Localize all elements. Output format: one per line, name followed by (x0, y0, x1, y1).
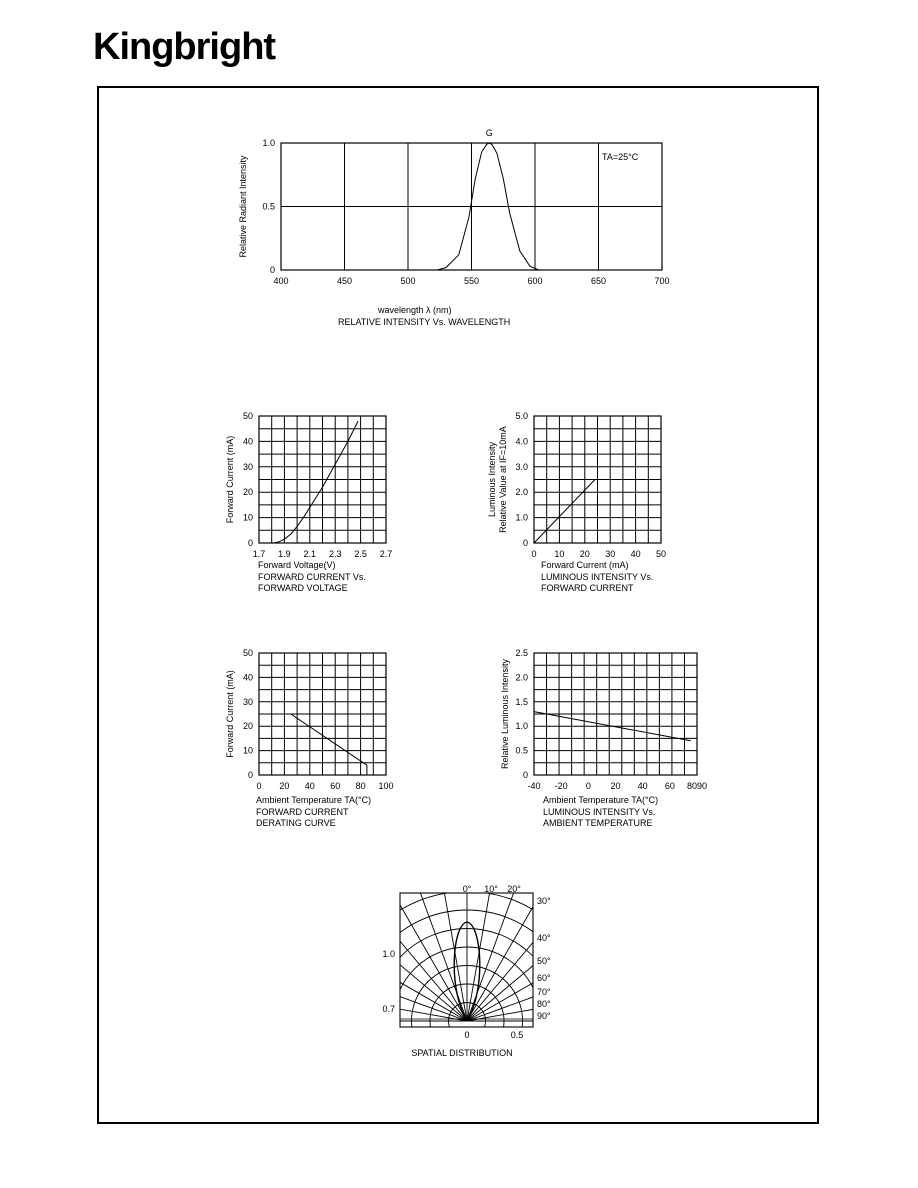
chart-caption: LUMINOUS INTENSITY Vs. (543, 807, 656, 817)
x-axis-label: Forward Voltage(V) (258, 560, 336, 570)
intensity-label: 1.0 (382, 949, 395, 959)
y-tick-label: 30 (242, 461, 253, 472)
x-tick-label: 40 (304, 781, 315, 791)
x-tick-label: 2.3 (328, 549, 342, 559)
x-axis-label: wavelength λ (nm) (378, 305, 452, 315)
y-tick-label: 20 (242, 721, 253, 732)
x-tick-label: 0 (585, 781, 591, 791)
x-tick-label: 40 (630, 549, 641, 559)
chart-caption: LUMINOUS INTENSITY Vs. (541, 572, 654, 582)
y-tick-label: 0 (247, 538, 253, 548)
series-line (259, 714, 367, 775)
x-tick-label: 20 (610, 781, 621, 791)
chart-caption: FORWARD CURRENT (256, 807, 349, 817)
chart-luminous-temperature (500, 648, 707, 828)
angle-label: 60° (537, 973, 551, 983)
y-tick-label: 40 (242, 672, 253, 683)
x-tick-label: 1.7 (252, 549, 266, 559)
y-tick-label: 2.0 (515, 487, 528, 498)
angle-label: 30° (537, 896, 551, 906)
polar-frame (400, 893, 533, 1027)
x-tick-label: -40 (527, 781, 541, 791)
y-tick-label: 10 (242, 512, 253, 523)
x-tick-label: 100 (378, 781, 394, 791)
angle-label: 80° (537, 999, 551, 1009)
y-tick-label: 0 (247, 770, 253, 780)
y-axis-label: Relative Value at IF=10mA (498, 426, 508, 533)
x-axis-label: Forward Current (mA) (541, 560, 629, 570)
x-tick-label: 30 (605, 549, 616, 559)
y-axis-label: Forward Current (mA) (225, 670, 235, 758)
x-tick-label: 60 (664, 781, 675, 791)
x-tick-label: 10 (554, 549, 565, 559)
angle-label: 40° (537, 933, 551, 943)
x-tick-label: 550 (463, 276, 480, 286)
chart-luminous-current (487, 411, 666, 593)
x-tick-label: 2.1 (303, 549, 317, 559)
y-axis-label: Relative Radiant Intensity (238, 155, 248, 258)
polar-grid (247, 801, 687, 1151)
y-tick-label: 1.0 (515, 512, 528, 523)
x-tick-label: 20 (579, 549, 590, 559)
chart-forward-voltage (225, 411, 392, 593)
y-tick-label: 30 (242, 696, 253, 707)
x-tick-label: 600 (527, 276, 543, 286)
chart-caption: FORWARD CURRENT (541, 583, 634, 593)
angle-label: 50° (537, 956, 551, 966)
x-tick-label: 8090 (686, 781, 708, 791)
y-tick-label: 5.0 (515, 411, 528, 421)
y-tick-label: 0.5 (515, 745, 528, 756)
x-tick-label: 60 (330, 781, 341, 791)
angle-label: 90° (537, 1011, 551, 1021)
y-tick-label: 50 (242, 648, 253, 658)
chart-caption: RELATIVE INTENSITY Vs. WAVELENGTH (338, 317, 511, 327)
intensity-label: 0.7 (382, 1004, 395, 1014)
polar-radial (326, 852, 467, 1021)
series-line (534, 480, 595, 544)
x-tick-label: 1.9 (278, 549, 291, 559)
chart-caption: FORWARD VOLTAGE (258, 583, 348, 593)
temperature-annotation: TA=25°C (602, 152, 639, 162)
x-tick-label: 0 (256, 781, 262, 791)
intensity-label: 0 (464, 1030, 470, 1040)
x-tick-label: 40 (637, 781, 648, 791)
x-tick-label: 500 (400, 276, 416, 286)
x-tick-label: 700 (654, 276, 670, 286)
chart-caption: SPATIAL DISTRIBUTION (411, 1048, 513, 1058)
angle-label: 0° (462, 884, 472, 894)
y-tick-label: 2.0 (515, 672, 528, 683)
x-tick-label: 450 (336, 276, 353, 286)
x-tick-label: 2.5 (354, 549, 367, 559)
angle-label: 10° (484, 884, 498, 894)
x-axis-label: Ambient Temperature TA(°C) (543, 795, 659, 805)
y-tick-label: 0 (269, 265, 275, 275)
y-tick-label: 40 (242, 436, 253, 447)
chart-caption: FORWARD CURRENT Vs. (258, 572, 366, 582)
polar-radial (467, 911, 658, 1021)
x-tick-label: 650 (590, 276, 607, 286)
y-tick-label: 0.5 (262, 201, 275, 212)
x-tick-label: -20 (554, 781, 568, 791)
y-tick-label: 0 (522, 770, 528, 780)
y-tick-label: 1.0 (262, 138, 275, 148)
x-tick-label: 400 (273, 276, 289, 286)
y-tick-label: 1.5 (515, 696, 528, 707)
y-tick-label: 0 (522, 538, 528, 548)
chart-caption: AMBIENT TEMPERATURE (543, 818, 653, 828)
chart-caption: DERATING CURVE (256, 818, 336, 828)
angle-label: 70° (537, 987, 551, 997)
y-tick-label: 2.5 (515, 648, 528, 658)
y-tick-label: 1.0 (515, 721, 528, 732)
x-tick-label: 50 (655, 549, 667, 559)
kingbright-logo: Kingbright (93, 26, 276, 68)
y-axis-label: Relative Luminous Intensity (500, 658, 510, 770)
x-tick-label: 20 (279, 781, 290, 791)
x-tick-label: 0 (531, 549, 537, 559)
intensity-label: 0.5 (510, 1030, 524, 1040)
chart-derating (225, 648, 394, 828)
y-tick-label: 3.0 (515, 461, 528, 472)
y-axis-label: Forward Current (mA) (225, 435, 235, 524)
x-tick-label: 2.7 (379, 549, 393, 559)
y-tick-label: 20 (242, 487, 253, 498)
y-axis-label: Luminous Intensity (487, 441, 497, 518)
y-tick-label: 4.0 (515, 436, 528, 447)
y-tick-label: 50 (242, 411, 253, 421)
polar-radial (276, 911, 467, 1021)
chart-spatial (247, 801, 687, 1151)
y-tick-label: 10 (242, 745, 253, 756)
x-tick-label: 80 (355, 781, 366, 791)
x-axis-label: Ambient Temperature TA(°C) (256, 795, 372, 805)
angle-label: 20° (507, 884, 521, 894)
series-label: G (485, 128, 493, 138)
series-line (274, 421, 358, 543)
chart-wavelength (238, 128, 670, 327)
